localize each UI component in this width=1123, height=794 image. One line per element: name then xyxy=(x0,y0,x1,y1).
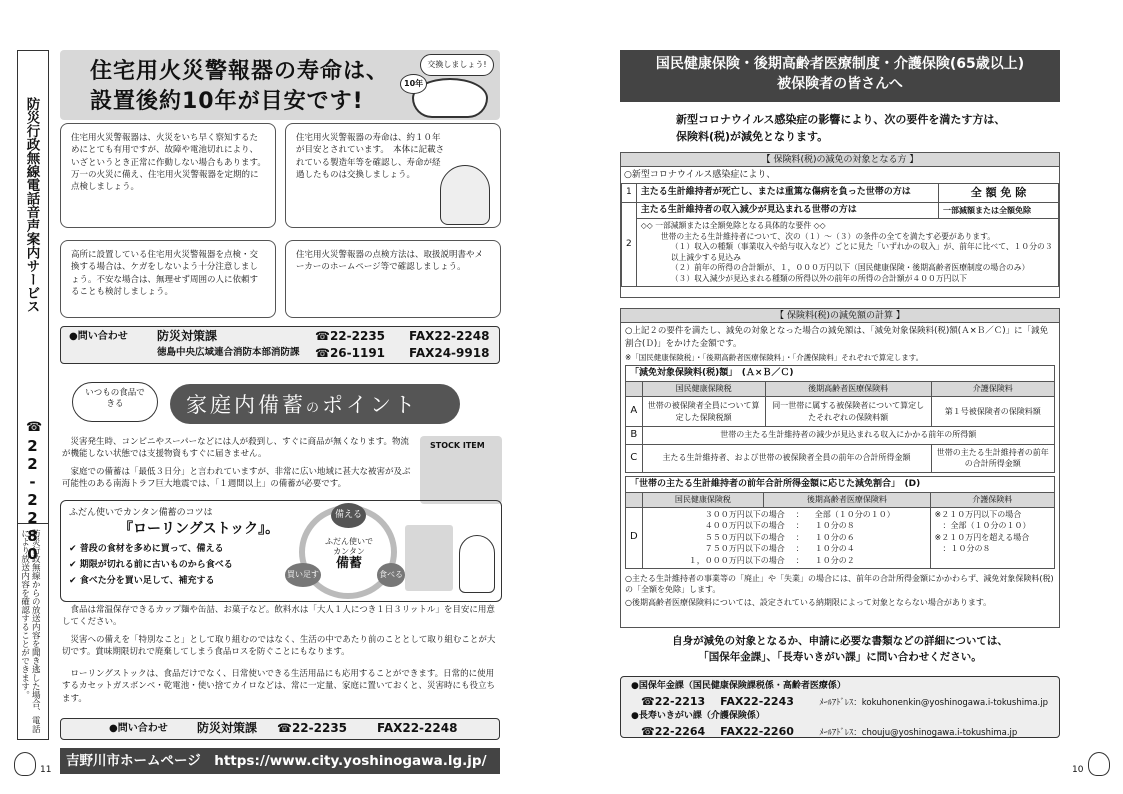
row-c-2: 世帯の主たる生計維持者の前年の合計所得金額 xyxy=(931,444,1054,472)
chouju-mail[interactable]: ﾒｰﾙｱﾄﾞﾚｽ：chouju@yoshinogawa.i-tokushima.jp xyxy=(819,727,1018,738)
calc-t1-title: 「減免対象保険料(税)額」 (Ａ×Ｂ／Ｃ) xyxy=(630,368,794,379)
stock-photo xyxy=(420,436,502,504)
d-range-4: ７５０万円以下の場合 xyxy=(704,544,785,554)
stock-title-no: の xyxy=(306,401,323,416)
stock-para-4: 災害への備えを「特別なこと」として取り組むのではなく、生活の中であたり前のこととして取り組むことが大切です。賞味期限切れで廃棄してしまう食品ロスを防ぐことにもなります。 xyxy=(62,635,496,658)
d-ratio-1: 全部（１０分の１０） xyxy=(814,509,895,519)
inquiry-dept-1: 防災対策課 xyxy=(157,329,218,343)
alarm-box-4 xyxy=(285,240,501,318)
mascot-icon xyxy=(1088,752,1110,776)
cycle-right: 食べる xyxy=(377,563,405,587)
closing-2: 「国保年金課」、「長寿いきがい課」に問い合わせください。 xyxy=(698,650,982,663)
inquiry-tel-2[interactable]: ☎26-1191 xyxy=(315,346,386,360)
target-r1-result: 全 額 免 除 xyxy=(939,184,1059,203)
target-r1-text: 主たる生計維持者が死亡し、または重篤な傷病を負った世帯の方は xyxy=(636,184,938,203)
col2-head-2: 後期高齢者医療保険料 xyxy=(764,493,930,508)
stock-title-a: 家庭内備蓄 xyxy=(186,393,306,417)
d-ratio-5: １０分の２ xyxy=(814,556,855,566)
mascot-icon xyxy=(14,752,36,776)
tip-item-text-1: 普段の食材を多めに買って、備える xyxy=(79,544,224,554)
inquiry-dept-2: 徳島中央広域連合消防本部消防課 xyxy=(157,347,300,358)
alarm-title-2: 設置後約10年が目安です! xyxy=(90,89,364,114)
tip-item-1 xyxy=(69,543,224,556)
d-colon-5: ： xyxy=(795,556,804,566)
page-number-right: 10 xyxy=(1072,765,1084,775)
col2-head-3: 介護保険料 xyxy=(930,493,1054,508)
d-ratio-2: １０分の８ xyxy=(814,521,855,531)
row-a-label: A xyxy=(626,397,642,427)
inquiry-label: ●問い合わせ xyxy=(69,331,128,342)
kokuho-mail[interactable]: ﾒｰﾙｱﾄﾞﾚｽ：kokuhonenkin@yoshinogawa.i-tokushima.jp xyxy=(819,697,1049,708)
inquiry2-tel[interactable]: ☎22-2235 xyxy=(277,721,348,735)
kaigo-3: ※２１０万円を超える場合 xyxy=(934,532,1030,542)
row-c-1: 主たる生計維持者、および世帯の被保険者全員の前年の合計所得金額 xyxy=(642,444,931,472)
contact-box xyxy=(620,676,1060,738)
homepage-banner[interactable]: 吉野川市ホームページ https://www.city.yoshinogawa.lg.jp/ xyxy=(60,748,500,774)
col2-head-1: 国民健康保険税 xyxy=(642,493,763,508)
cycle-center-3: 備蓄 xyxy=(335,556,362,572)
alarm-text-3: 高所に設置している住宅用火災警報器を点検・交換する場合は、ケガをしないよう十分注意しましょう。不安な場合は、無理せず周囲の人に依頼することも検討しましょう。 xyxy=(71,250,259,297)
d-row xyxy=(643,543,930,555)
check-icon: ✔ xyxy=(69,576,80,586)
chouju-tel[interactable]: ☎22-2264 xyxy=(641,724,706,738)
alarm-text-4: 住宅用火災警報器の点検方法は、取扱説明書やメーカーのホームページ等で確認しましょう。 xyxy=(296,250,484,273)
target-r2-result: 一部減額または全額免除 xyxy=(939,202,1059,218)
d-row xyxy=(643,520,930,532)
tip-item-text-3: 食べた分を買い足して、補充する xyxy=(79,576,215,586)
target-r2-no: 2 xyxy=(622,202,637,286)
side-phone: 22-2280 xyxy=(23,437,42,563)
contact-kokuho: ●国保年金課（国民健康保険課税係・高齢者医療係） xyxy=(631,681,846,691)
alarm-text-1: 住宅用火災警報器は、火災をいち早く察知するためにとても有用ですが、故障や電池切れにより、いざというとき正常に作動しない場合もあります。 万一の火災に備え、住宅用火災警報器を定期的に点検しましょう。 xyxy=(71,133,271,193)
inquiry-fax-1: FAX22-2248 xyxy=(409,329,490,343)
tip-lead: ふだん使いでカンタン備蓄のコツは xyxy=(69,508,213,518)
row-d-label: D xyxy=(626,507,642,567)
stock-photo-label: STOCK ITEM xyxy=(430,441,485,450)
col-head-2: 後期高齢者医療保険料 xyxy=(765,382,931,397)
contact-kokuho-nums xyxy=(631,694,1049,711)
alarm-title-1: 住宅用火災警報器の寿命は、 xyxy=(90,59,390,84)
alarm-box-3 xyxy=(60,240,276,318)
target-head: 【 保険料(税)の減免の対象となる方 】 xyxy=(621,153,1059,167)
side-service-panel xyxy=(17,50,49,740)
tip-item-3 xyxy=(69,575,215,588)
right-header xyxy=(620,50,1060,102)
check-icon: ✔ xyxy=(69,560,80,570)
closing-1: 自身が減免の対象となるか、申請に必要な書類などの詳細については、 xyxy=(672,635,1008,647)
kokuho-tel[interactable]: ☎22-2213 xyxy=(641,694,706,708)
d-colon-2: ： xyxy=(795,521,804,531)
d-range-1: ３００万円以下の場合 xyxy=(704,509,785,519)
target-r1-no: 1 xyxy=(622,184,637,203)
closing xyxy=(620,634,1060,666)
cycle-top: 備える xyxy=(331,503,366,528)
d-row xyxy=(643,532,930,544)
d-colon-4: ： xyxy=(795,544,804,554)
calc-intro: ○上記２の要件を満たし、減免の対象となった場合の減免額は、「減免対象保険料(税)額(Ａ×Ｂ／Ｃ)」に「減免割合(Ｄ)」をかけた金額です。 xyxy=(625,326,1049,349)
calc-table-2 xyxy=(626,492,1054,568)
tip-title: 『ローリングストック』。 xyxy=(119,521,280,537)
target-r2-d5: （３）収入減少が見込まれる種類の所得以外の前年の所得の合計額が４００万円以下 xyxy=(670,273,968,283)
inquiry-box-1 xyxy=(60,326,500,364)
calc-head: 【 保険料(税)の減免額の計算 】 xyxy=(621,309,1059,323)
kaigo-1: ※２１０万円以下の場合 xyxy=(934,509,1022,519)
row-b-label: B xyxy=(626,427,642,445)
row-a-3: 第１号被保険者の保険料額 xyxy=(931,397,1054,427)
cycle-left: 買い足す xyxy=(285,563,321,587)
calc-foot-1: ○主たる生計維持者の事業等の「廃止」や「失業」の場合には、前年の合計所得金額にかかわらず、減免対象保険料(税)の「全額を免除」します。 xyxy=(625,573,1054,594)
kaigo-4: ：１０分の８ xyxy=(942,544,991,554)
alarm-text-2: 住宅用火災警報器の寿命は、約１０年が目安とされています。 本体に記載されている製造年等を確認し、寿命が経過したものは交換しましょう。 xyxy=(296,133,445,180)
target-r2-d4: （２）前年の所得の合計額が、１，０００万円以下（国民健康保険・後期高齢者医療制度の場合のみ） xyxy=(670,263,1030,273)
stock-title xyxy=(186,390,418,420)
tip-item-2 xyxy=(69,559,233,572)
check-icon: ✔ xyxy=(69,544,80,554)
d-row xyxy=(643,509,930,521)
calc-foot-2: ○後期高齢者医療保険料については、設定されている納期限によって対象とならない場合があります。 xyxy=(625,598,992,607)
stock-para-5: ローリングストックは、食品だけでなく、日常使いできる生活用品にも応用することができます。日常的に使用するカセットガスボンベ・乾電池・使い捨てカイロなどは、常に一定量、家庭に置いておくと、災害時にも役立ちます。 xyxy=(62,669,495,704)
d-range-3: ５５０万円以下の場合 xyxy=(704,532,785,542)
alarm-box-1 xyxy=(60,123,276,228)
target-r2-d1: ◇◇ 一部減額または全額免除となる具体的な要件 ◇◇ xyxy=(640,220,826,230)
d-range-2: ４００万円以下の場合 xyxy=(704,521,785,531)
calc-t2-title: 「世帯の主たる生計維持者の前年合計所得金額に応じた減免割合」 (D) xyxy=(630,479,921,490)
d-range-5: １，０００万円以下の場合 xyxy=(688,556,785,566)
cycle-center xyxy=(319,537,379,572)
phone-icon: ☎ xyxy=(26,420,43,435)
target-r2-d2: 世帯の主たる生計維持者について、次の（１）～（３）の条件の全てを満たす必要があります。 xyxy=(660,231,996,241)
stock-cloud: いつもの食品できる xyxy=(72,382,158,422)
inquiry-box-2 xyxy=(60,718,500,740)
right-header-2: 被保険者の皆さんへ xyxy=(777,75,903,92)
side-note: 防災行政無線からの放送内容を聞き逃した場合、電話により放送内容を確認することができます。 xyxy=(19,529,41,733)
inquiry2-label: ●問い合わせ xyxy=(109,723,168,734)
stock-title-b: ポイント xyxy=(322,393,419,417)
alarm-device-label: 10年 xyxy=(400,74,427,94)
target-r2-text: 主たる生計維持者の収入減少が見込まれる世帯の方は xyxy=(636,202,938,218)
person-illustration xyxy=(459,535,495,593)
firefighter-illustration xyxy=(440,165,490,225)
target-table xyxy=(621,183,1059,287)
speech-bubble: 交換しましょう! xyxy=(420,54,494,76)
row-c-label: C xyxy=(626,444,642,472)
shelf-illustration xyxy=(405,525,453,591)
row-a-1: 世帯の被保険者全員について算定した保険税額 xyxy=(642,397,765,427)
contact-chouju: ●長寿いきがい課（介護保険係） xyxy=(631,711,765,721)
row-b: 世帯の主たる生計維持者の減少が見込まれる収入にかかる前年の所得額 xyxy=(642,427,1054,445)
d-ratio-3: １０分の６ xyxy=(814,532,855,542)
calc-section xyxy=(620,308,1060,628)
calc-note: ※「国民健康保険税」・「後期高齢者医療保険料」・「介護保険料」それぞれで算定します。 xyxy=(625,352,924,362)
col-head-1: 国民健康保険税 xyxy=(642,382,765,397)
d-colon-3: ： xyxy=(795,532,804,542)
target-intro: ○新型コロナウイルス感染症により、 xyxy=(624,170,776,180)
inquiry-tel-1[interactable]: ☎22-2235 xyxy=(315,329,386,343)
inquiry-fax-2: FAX24-9918 xyxy=(409,346,490,360)
inquiry2-fax: FAX22-2248 xyxy=(377,721,458,735)
cycle-center-1: ふだん使いで xyxy=(325,537,373,546)
cycle-center-2: カンタン xyxy=(333,546,365,556)
d-row xyxy=(643,555,930,567)
stock-para-3: 食品は常温保存できるカップ麺や缶詰、お菓子など。飲料水は「大人１人につき１日３リットル」を目安に用意してください。 xyxy=(62,605,495,628)
right-lead-2: 保険料(税)が減免となります。 xyxy=(676,129,829,143)
target-section xyxy=(620,152,1060,298)
stock-para-2: 家庭での備蓄は「最低３日分」と言われていますが、非常に広い地域に甚大な被害が及ぶ可能性のある南海トラフ巨大地震では、「１週間以上」の備蓄が必要です。 xyxy=(62,467,411,490)
d-colon-1: ： xyxy=(795,509,804,519)
target-r2-d3: （１）収入の種類（事業収入や給与収入など）ごとに見た「いずれかの収入」が、前年に比べて、１０分の３以上減少する見込み xyxy=(670,242,1053,262)
tip-item-text-2: 期限が切れる前に古いものから食べる xyxy=(79,560,233,570)
kokuho-fax: FAX22-2243 xyxy=(720,694,794,708)
kaigo-2: ：全部（１０分の１０） xyxy=(942,521,1031,531)
row-a-2: 同一世帯に属する被保険者について算定したそれぞれの保険料額 xyxy=(765,397,931,427)
right-lead-1: 新型コロナウイルス感染症の影響により、次の要件を満たす方は、 xyxy=(676,113,1006,126)
inquiry2-dept: 防災対策課 xyxy=(197,721,258,735)
d-ratio-4: １０分の４ xyxy=(814,544,855,554)
right-lead xyxy=(676,112,1005,145)
rolling-stock-box xyxy=(60,500,502,602)
stock-para-1: 災害発生時、コンビニやスーパーなどには人が殺到し、すぐに商品が無くなります。物流が機能しない状態では支援物資もすぐに届きません。 xyxy=(62,437,409,460)
col-head-3: 介護保険料 xyxy=(931,382,1054,397)
page-number-left: 11 xyxy=(40,765,52,775)
calc-table-1 xyxy=(626,381,1054,472)
chouju-fax: FAX22-2260 xyxy=(720,724,794,738)
contact-chouju-nums xyxy=(631,724,1049,741)
right-header-1: 国民健康保険・後期高齢者医療制度・介護保険(65歳以上) xyxy=(655,56,1025,72)
side-title: 防災行政無線電話音声案内サービス xyxy=(23,97,40,313)
